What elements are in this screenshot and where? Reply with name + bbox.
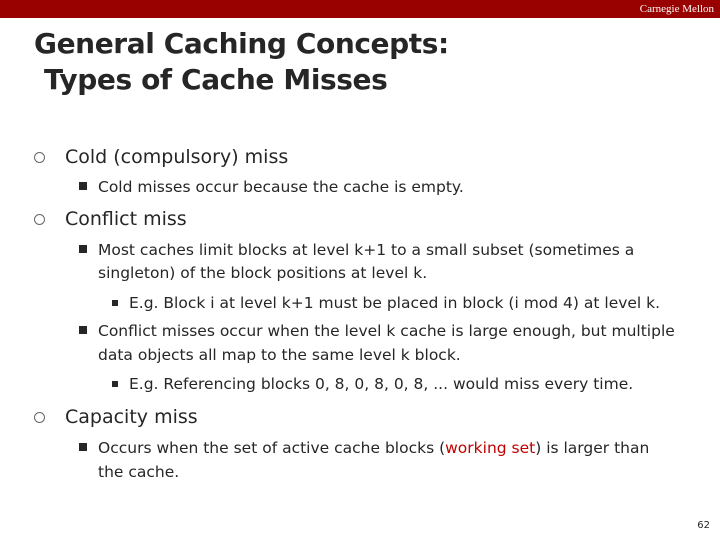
- bullet-label: Cold (compulsory) miss: [65, 146, 289, 168]
- square-bullet-icon: [79, 245, 87, 253]
- sub-bullet-text: Conflict misses occur when the level k cache is large enough, but multiple: [98, 322, 675, 340]
- working-set-highlight: working set: [445, 439, 536, 457]
- example-text: E.g. Block i at level k+1 must be placed in block (i mod 4) at level k.: [129, 294, 661, 312]
- bullet-label: Capacity miss: [65, 406, 198, 428]
- bullet-label: Conflict miss: [65, 208, 187, 230]
- sub-bullet-text: singleton) of the block positions at level k.: [98, 264, 428, 282]
- title-line-1: General Caching Concepts:: [34, 27, 449, 60]
- brand-label: Carnegie Mellon: [639, 3, 714, 15]
- text-segment: Occurs when the set of active cache blocks (: [98, 439, 446, 457]
- header-bar: [0, 0, 720, 18]
- circle-bullet-icon: [34, 152, 45, 163]
- sub-bullet-text: data objects all map to the same level k block.: [98, 346, 461, 364]
- square-bullet-icon: [79, 443, 87, 451]
- text-segment: ) is larger than: [535, 439, 650, 457]
- square-bullet-icon: [112, 381, 118, 387]
- example-text: E.g. Referencing blocks 0, 8, 0, 8, 0, 8, ... would miss every time.: [129, 375, 634, 393]
- circle-bullet-icon: [34, 214, 45, 225]
- square-bullet-icon: [112, 300, 118, 306]
- sub-bullet-text: Most caches limit blocks at level k+1 to a small subset (sometimes a: [98, 241, 635, 259]
- slide-title: [34, 26, 449, 98]
- title-line-2: Types of Cache Misses: [44, 63, 388, 96]
- square-bullet-icon: [79, 182, 87, 190]
- sub-bullet-text: Cold misses occur because the cache is empty.: [98, 178, 464, 196]
- sub-bullet-text: [98, 438, 649, 458]
- page-number: 62: [697, 520, 710, 531]
- circle-bullet-icon: [34, 412, 45, 423]
- square-bullet-icon: [79, 326, 87, 334]
- sub-bullet-text: the cache.: [98, 463, 180, 481]
